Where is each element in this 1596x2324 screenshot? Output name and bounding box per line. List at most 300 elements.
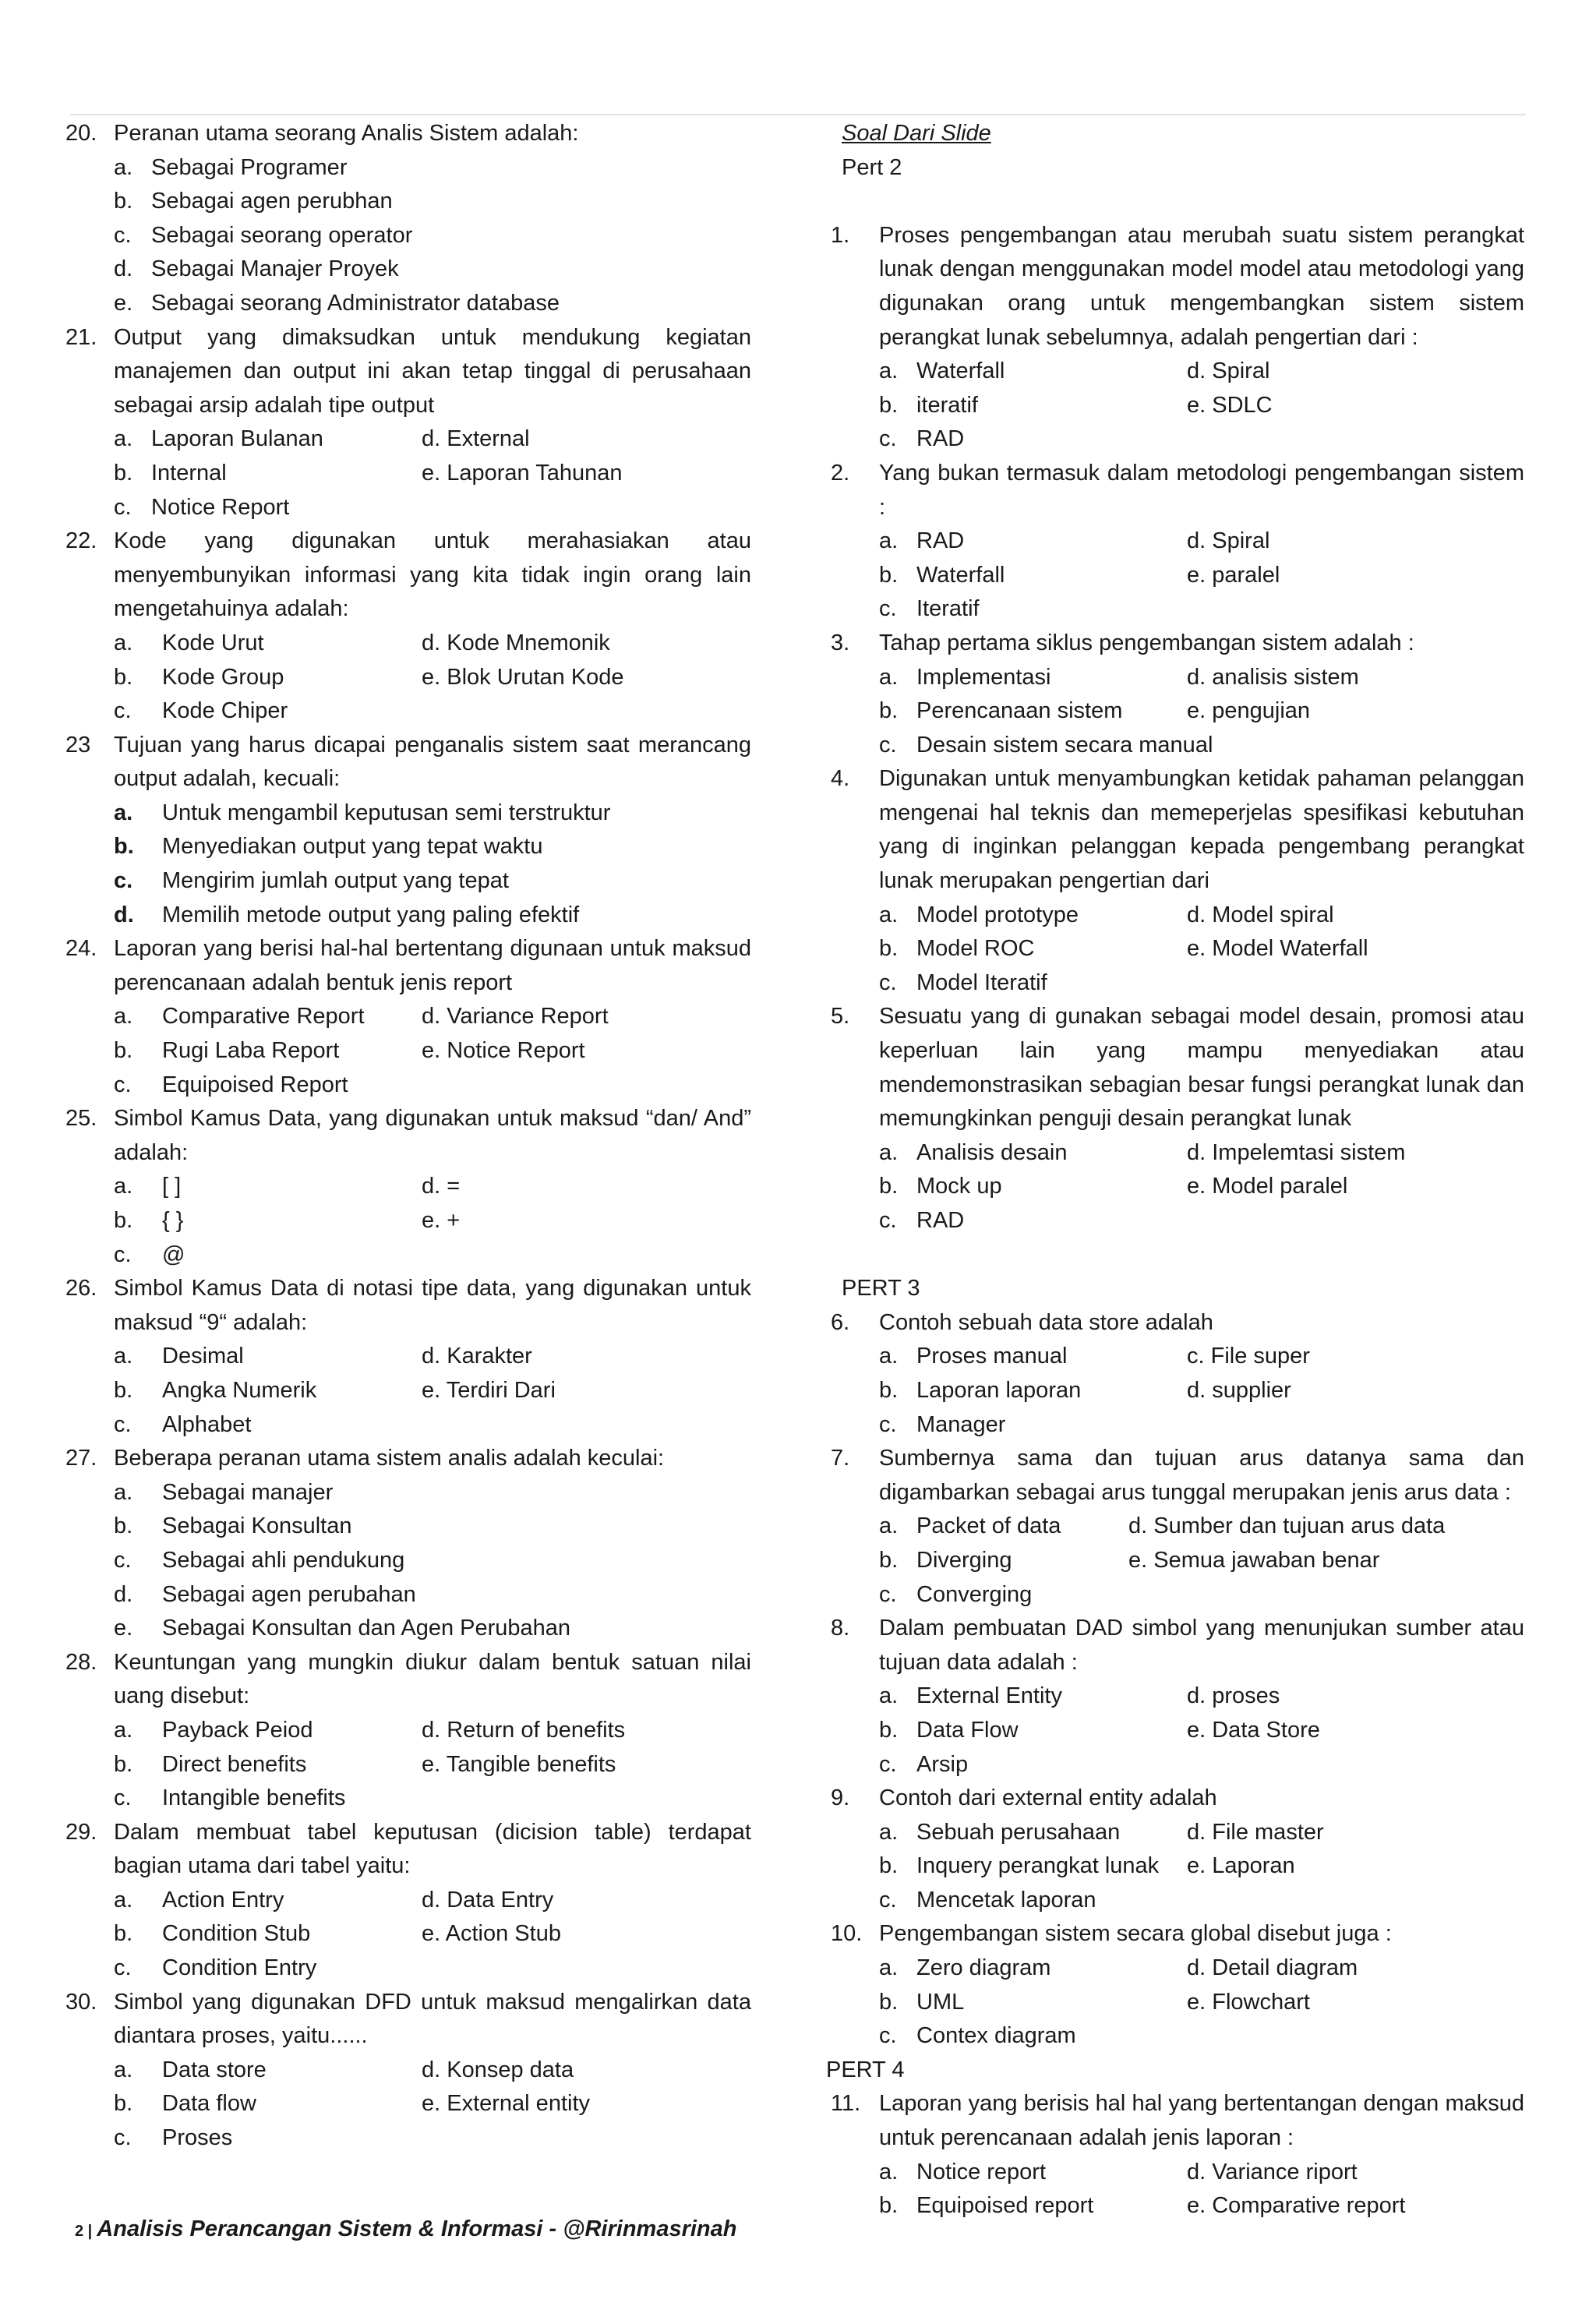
option-text: Waterfall (916, 562, 1005, 588)
answer-option (1187, 355, 1524, 389)
option-text: Intangible benefits (162, 1785, 346, 1811)
answer-option (879, 2019, 1187, 2054)
question-item (831, 457, 1524, 524)
option-text: Model ROC (916, 936, 1035, 962)
answer-option (1187, 694, 1524, 729)
answer-option (1187, 559, 1524, 593)
answer-option (1187, 1374, 1524, 1408)
option-text: Sebagai seorang operator (151, 222, 413, 248)
answer-option (1128, 1544, 1524, 1578)
option-letter: a. (879, 2159, 899, 2184)
answer-option (114, 1374, 422, 1408)
answer-option (422, 1034, 751, 1068)
option-text: Converging (916, 1581, 1033, 1607)
answer-option (1187, 1986, 1524, 2020)
option-letter: b. (879, 1989, 899, 2015)
answer-options (831, 1340, 1524, 1442)
option-letter: c. (879, 732, 897, 758)
answer-option (1187, 1679, 1524, 1714)
answer-option (114, 1714, 422, 1748)
question-number: 4. (831, 766, 850, 792)
option-text: Equipoised report (916, 2193, 1094, 2219)
option-text: Analisis desain (916, 1139, 1068, 1165)
answer-option (114, 1340, 422, 1374)
answer-option (879, 1510, 1128, 1544)
answer-option (114, 661, 422, 695)
option-text: e. Laporan Tahunan (422, 460, 623, 486)
option-text: iteratif (916, 392, 978, 418)
answer-option (114, 1612, 751, 1646)
option-letter: c. (879, 2023, 897, 2049)
option-letter: b. (114, 1751, 133, 1777)
option-text: Untuk mengambil keputusan semi terstruktur (162, 800, 611, 825)
option-text: Alphabet (162, 1411, 252, 1437)
answer-option (879, 1884, 1187, 1918)
option-letter: a. (114, 1004, 133, 1030)
question-text: Dalam pembuatan DAD simbol yang menunjukan sumber atau tujuan data adalah : (879, 1616, 1524, 1675)
option-text: Condition Stub (162, 1921, 311, 1947)
option-text: d. Konsep data (422, 2057, 574, 2082)
option-text: d. Model spiral (1187, 902, 1334, 927)
option-text: Memilih metode output yang paling efektif (162, 902, 580, 927)
option-letter: c. (879, 1581, 897, 1607)
answer-options (65, 796, 751, 932)
option-letter: b. (879, 392, 899, 418)
answer-option (879, 1204, 1187, 1238)
option-letter: b. (879, 936, 899, 962)
answer-options (831, 2156, 1524, 2223)
question-item (831, 1612, 1524, 1679)
option-text: Sebagai ahli pendukung (162, 1547, 405, 1573)
answer-option (879, 1408, 1187, 1443)
option-text: e. + (422, 1208, 461, 1233)
header-rule (70, 114, 1526, 115)
question-number: 9. (831, 1785, 850, 1811)
answer-option (422, 1748, 751, 1782)
answer-option (114, 1578, 751, 1612)
answer-option (114, 830, 751, 864)
question-text: Simbol yang digunakan DFD untuk maksud mengalirkan data diantara proses, yaitu...... (114, 1989, 751, 2049)
footer-text: Analisis Perancangan Sistem & Informasi - @Ririnmasrinah (97, 2216, 737, 2241)
answer-option (114, 627, 422, 661)
answer-option (114, 864, 751, 899)
question-number: 2. (831, 460, 850, 486)
option-letter: a. (879, 1683, 899, 1709)
answer-options (831, 1951, 1524, 2054)
question-number: 29. (65, 1819, 97, 1845)
option-text: Action Entry (162, 1887, 284, 1913)
option-text: e. External entity (422, 2091, 590, 2117)
answer-option (879, 559, 1187, 593)
question-number: 21. (65, 324, 97, 350)
answer-option (879, 966, 1187, 1001)
option-text: e. Action Stub (422, 1921, 561, 1947)
answer-options (65, 151, 751, 321)
option-letter: b. (114, 1921, 133, 1947)
answer-option (1187, 1714, 1524, 1748)
question-number: 30. (65, 1989, 97, 2015)
option-text: Model Iteratif (916, 970, 1047, 995)
option-letter: b. (114, 189, 133, 214)
question-number: 6. (831, 1309, 850, 1335)
answer-option (114, 457, 422, 491)
answer-option (114, 2054, 422, 2088)
answer-option (1187, 2156, 1524, 2190)
question-text: Contoh dari external entity adalah (879, 1785, 1217, 1811)
option-text: Sebagai Konsultan dan Agen Perubahan (162, 1616, 571, 1641)
option-text: Direct benefits (162, 1751, 307, 1777)
option-letter: b. (114, 2091, 133, 2117)
option-text: e. Tangible benefits (422, 1751, 616, 1777)
question-item (65, 1646, 751, 1714)
option-text: Data Flow (916, 1717, 1019, 1743)
option-text: Diverging (916, 1547, 1012, 1573)
answer-options (65, 422, 751, 524)
answer-option (1187, 1849, 1524, 1884)
answer-options (65, 1714, 751, 1816)
option-text: d. Karakter (422, 1344, 532, 1369)
option-text: Mencetak laporan (916, 1887, 1096, 1913)
question-number: 22. (65, 528, 97, 554)
option-text: Rugi Laba Report (162, 1038, 340, 1064)
option-letter: c. (879, 1887, 897, 1913)
answer-option (114, 151, 751, 185)
question-item (831, 1442, 1524, 1510)
answer-option (879, 592, 1187, 627)
option-letter: b. (114, 1038, 133, 1064)
question-item (831, 1782, 1524, 1816)
answer-option (879, 2156, 1187, 2190)
answer-option (422, 661, 751, 695)
question-item (831, 762, 1524, 898)
question-text: Beberapa peranan utama sistem analis adalah keculai: (114, 1446, 665, 1471)
answer-option (422, 457, 751, 491)
answer-option (114, 1748, 422, 1782)
answer-option (114, 1408, 422, 1443)
question-number: 8. (831, 1616, 850, 1641)
answer-option (422, 1884, 751, 1918)
option-text: Desain sistem secara manual (916, 732, 1213, 758)
question-item (65, 1442, 751, 1476)
option-text: External Entity (916, 1683, 1062, 1709)
answer-option (879, 661, 1187, 695)
option-text: d. External (422, 426, 530, 452)
answer-option (114, 1238, 422, 1273)
answer-option (422, 1000, 751, 1034)
answer-option (114, 1034, 422, 1068)
answer-option (879, 1136, 1187, 1171)
option-text: Waterfall (916, 358, 1005, 384)
option-text: Packet of data (916, 1513, 1061, 1539)
question-item (831, 2087, 1524, 2155)
question-text: Tahap pertama siklus pengembangan sistem adalah : (879, 630, 1414, 655)
option-text: Sebagai agen perubahan (162, 1581, 416, 1607)
option-letter: c. (114, 698, 132, 724)
question-item (831, 219, 1524, 355)
section-heading: PERT 4 (826, 2057, 905, 2082)
option-text: Sebagai Manajer Proyek (151, 256, 399, 282)
option-text: e. Semua jawaban benar (1128, 1547, 1380, 1573)
answer-options (65, 2054, 751, 2156)
option-letter: c. (879, 970, 897, 995)
option-text: d. Variance Report (422, 1004, 609, 1030)
answer-option (422, 1374, 751, 1408)
answer-option (422, 1204, 751, 1238)
option-text: e. Terdiri Dari (422, 1377, 556, 1403)
option-text: d. supplier (1187, 1377, 1291, 1403)
answer-option (1187, 2189, 1524, 2223)
answer-option (1187, 1340, 1524, 1374)
answer-option (422, 2054, 751, 2088)
question-text: Output yang dimaksudkan untuk mendukung kegiatan manajemen dan output ini akan tetap tinggal di perusahaan sebagai arsip adalah tipe output (114, 324, 751, 418)
option-letter: a. (879, 1513, 899, 1539)
answer-option (422, 1170, 751, 1204)
option-letter: c. (879, 426, 897, 452)
answer-option (114, 1544, 751, 1578)
answer-option (114, 2121, 422, 2156)
option-text: Zero diagram (916, 1955, 1051, 1981)
question-number: 25. (65, 1106, 97, 1132)
answer-options (831, 524, 1524, 627)
question-text: Simbol Kamus Data, yang digunakan untuk maksud “dan/ And” adalah: (114, 1106, 751, 1165)
option-letter: b. (879, 698, 899, 724)
option-text: Proses (162, 2125, 233, 2151)
answer-option (422, 2087, 751, 2121)
answer-option (114, 2087, 422, 2121)
option-letter: a. (114, 1887, 133, 1913)
answer-option (1187, 1816, 1524, 1850)
option-letter: a. (114, 1717, 133, 1743)
option-text: Kode Chiper (162, 698, 288, 724)
option-text: Data store (162, 2057, 267, 2082)
question-item (65, 1816, 751, 1884)
answer-option (114, 1510, 751, 1544)
question-item (65, 321, 751, 423)
option-text: Internal (151, 460, 227, 486)
answer-option (422, 1714, 751, 1748)
option-letter: a. (114, 1344, 133, 1369)
option-letter: a. (879, 664, 899, 690)
answer-options (65, 1000, 751, 1102)
answer-option (114, 1476, 751, 1510)
question-number: 24. (65, 936, 97, 962)
left-column (65, 117, 751, 2156)
option-letter: a. (879, 1139, 899, 1165)
option-letter: b. (114, 1208, 133, 1233)
question-text: Laporan yang berisis hal hal yang bertentangan dengan maksud untuk perencanaan adalah jenis laporan : (879, 2091, 1524, 2151)
option-letter: b. (114, 1513, 133, 1539)
option-text: d. analisis sistem (1187, 664, 1359, 690)
right-column (826, 117, 1524, 2223)
option-text: Perencanaan sistem (916, 698, 1123, 724)
answer-option (879, 1679, 1187, 1714)
answer-option (879, 389, 1187, 423)
option-text: Mengirim jumlah output yang tepat (162, 868, 509, 894)
option-text: [ ] (162, 1174, 182, 1199)
option-text: d. Impelemtasi sistem (1187, 1139, 1406, 1165)
question-item (65, 1986, 751, 2054)
option-letter: b. (114, 664, 133, 690)
answer-option (879, 899, 1187, 933)
answer-option (1187, 389, 1524, 423)
answer-option (879, 1816, 1187, 1850)
option-letter: b. (879, 2193, 899, 2219)
answer-option (114, 899, 751, 933)
answer-option (114, 796, 751, 831)
answer-options (65, 1170, 751, 1272)
option-text: Data flow (162, 2091, 256, 2117)
option-text: Kode Group (162, 664, 284, 690)
answer-options (831, 661, 1524, 763)
option-text: c. File super (1187, 1344, 1310, 1369)
option-letter: e. (114, 290, 133, 316)
answer-options (831, 899, 1524, 1001)
answer-option (114, 185, 751, 219)
question-text: Laporan yang berisi hal-hal bertentang digunaan untuk maksud perencanaan adalah bentuk jenis report (114, 936, 751, 995)
answer-option (879, 1714, 1187, 1748)
option-text: Notice Report (151, 494, 290, 520)
option-text: e. Notice Report (422, 1038, 585, 1064)
answer-option (114, 1917, 422, 1951)
option-text: d. Kode Mnemonik (422, 630, 610, 655)
option-letter: a. (114, 2057, 133, 2082)
option-text: RAD (916, 426, 965, 452)
option-letter: d. (114, 902, 134, 927)
answer-option (879, 1951, 1187, 1986)
option-text: Mock up (916, 1174, 1002, 1199)
question-number: 20. (65, 121, 97, 146)
question-item (831, 627, 1524, 661)
option-letter: b. (114, 834, 134, 860)
answer-option (1187, 1136, 1524, 1171)
option-letter: c. (114, 1241, 132, 1267)
option-text: e. paralel (1187, 562, 1280, 588)
answer-options (65, 1476, 751, 1646)
option-text: Payback Peiod (162, 1717, 313, 1743)
option-text: Iteratif (916, 596, 980, 622)
question-text: Kode yang digunakan untuk merahasiakan atau menyembunyikan informasi yang kita tidak ingin orang lain mengetahuinya adalah: (114, 528, 751, 622)
option-text: Laporan laporan (916, 1377, 1082, 1403)
option-text: Contex diagram (916, 2023, 1076, 2049)
option-text: d. Spiral (1187, 358, 1270, 384)
answer-option (114, 1000, 422, 1034)
section-title-soal-dari-slide: Soal Dari Slide (842, 121, 991, 146)
answer-option (114, 287, 751, 321)
option-letter: a. (879, 1344, 899, 1369)
option-text: Comparative Report (162, 1004, 365, 1030)
option-text: Angka Numerik (162, 1377, 317, 1403)
option-text: e. Comparative report (1187, 2193, 1406, 2219)
answer-option (879, 1578, 1128, 1612)
option-letter: c. (114, 1955, 132, 1981)
question-number: 23 (65, 732, 91, 758)
answer-option (1187, 932, 1524, 966)
answer-option (114, 491, 422, 525)
question-item (65, 524, 751, 627)
option-text: d. Sumber dan tujuan arus data (1128, 1513, 1446, 1539)
question-item (65, 117, 751, 151)
option-letter: a. (879, 902, 899, 927)
option-letter: e. (114, 1616, 133, 1641)
option-letter: a. (879, 358, 899, 384)
option-text: Menyediakan output yang tepat waktu (162, 834, 543, 860)
question-text: Simbol Kamus Data di notasi tipe data, yang digunakan untuk maksud “9“ adalah: (114, 1276, 751, 1335)
answer-options (831, 1136, 1524, 1238)
answer-option (879, 932, 1187, 966)
answer-option (879, 1849, 1187, 1884)
answer-option (114, 1884, 422, 1918)
option-letter: b. (879, 1377, 899, 1403)
option-text: e. pengujian (1187, 698, 1311, 724)
option-text: Notice report (916, 2159, 1047, 2184)
option-letter: b. (879, 1547, 899, 1573)
option-text: { } (162, 1208, 184, 1233)
option-letter: c. (114, 868, 133, 894)
question-text: Tujuan yang harus dicapai penganalis sistem saat merancang output adalah, kecuali: (114, 732, 751, 792)
answer-option (422, 1917, 751, 1951)
answer-option (114, 1170, 422, 1204)
option-letter: c. (879, 1208, 897, 1233)
answer-option (1128, 1510, 1524, 1544)
question-text: Pengembangan sistem secara global disebut juga : (879, 1921, 1392, 1947)
question-number: 7. (831, 1446, 850, 1471)
answer-options (831, 1679, 1524, 1782)
option-text: e. Data Store (1187, 1717, 1320, 1743)
option-letter: b. (114, 1377, 133, 1403)
option-letter: d. (114, 1581, 133, 1607)
option-letter: d. (114, 256, 133, 282)
answer-option (1187, 661, 1524, 695)
option-text: Proses manual (916, 1344, 1068, 1369)
answer-option (114, 1951, 422, 1986)
option-letter: c. (879, 596, 897, 622)
answer-option (1187, 524, 1524, 559)
option-letter: b. (879, 562, 899, 588)
question-item (65, 932, 751, 1000)
answer-option (879, 422, 1187, 457)
option-letter: a. (879, 528, 899, 554)
answer-option (879, 355, 1187, 389)
answer-option (114, 422, 422, 457)
question-number: 26. (65, 1276, 97, 1302)
option-text: Condition Entry (162, 1955, 317, 1981)
question-number: 5. (831, 1004, 850, 1030)
option-text: Sebagai agen perubhan (151, 189, 393, 214)
answer-options (65, 627, 751, 729)
question-text: Proses pengembangan atau merubah suatu sistem perangkat lunak dengan menggunakan model model atau metodologi yang digunakan orang untuk mengembangkan sistem sistem perangkat lunak sebelumnya, adalah pengertian dari : (879, 222, 1524, 350)
option-letter: a. (114, 1174, 133, 1199)
option-text: e. Model paralel (1187, 1174, 1348, 1199)
question-number: 27. (65, 1446, 97, 1471)
question-text: Dalam membuat tabel keputusan (dicision table) terdapat bagian utama dari tabel yaitu: (114, 1819, 751, 1879)
answer-options (831, 1816, 1524, 1918)
option-text: RAD (916, 528, 965, 554)
option-text: Sebagai Konsultan (162, 1513, 352, 1539)
option-letter: c. (879, 1411, 897, 1437)
option-text: UML (916, 1989, 965, 2015)
answer-option (879, 1544, 1128, 1578)
answer-option (114, 1068, 422, 1103)
option-text: d. = (422, 1174, 461, 1199)
option-letter: a. (114, 630, 133, 655)
option-text: Implementasi (916, 664, 1051, 690)
option-letter: a. (114, 1479, 133, 1505)
answer-options (831, 355, 1524, 457)
option-text: d. Detail diagram (1187, 1955, 1358, 1981)
option-text: Sebagai Programer (151, 154, 348, 180)
question-text: Digunakan untuk menyambungkan ketidak pahaman pelanggan mengenai hal teknis dan memeperjelas spesifikasi kebutuhan yang di inginkan pelanggan kepada pengembang perangkat lunak merupakan pengertian dari (879, 766, 1524, 894)
option-letter: c. (114, 1072, 132, 1097)
